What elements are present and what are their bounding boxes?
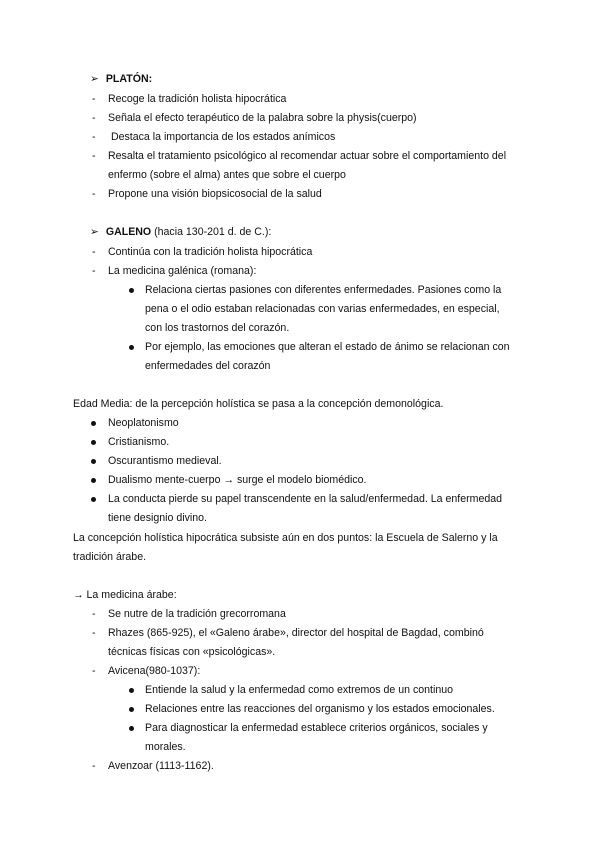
list-item: Avicena(980-1037): (108, 665, 201, 677)
sub-list-item-continuation: con los trastornos del corazón. (145, 322, 290, 334)
list-item-continuation: técnicas físicas con «psicológicas». (108, 646, 276, 658)
list-item: Cristianismo. (108, 436, 170, 448)
platon-heading-text: PLATÓN: (105, 73, 153, 85)
sub-list-item: Relaciones entre las reacciones del organismo y los estados emocionales. (145, 703, 495, 715)
round-bullet-icon (91, 459, 96, 464)
edad-media-closing: La concepción holística hipocrática subsiste aún en dos puntos: la Escuela de Salerno y la (73, 532, 498, 544)
list-item: Continúa con la tradición holista hipocrática (108, 246, 313, 258)
arrow-bullet-icon: ➢ (90, 73, 99, 85)
round-bullet-icon (91, 478, 96, 483)
sub-list-item-continuation: morales. (145, 741, 186, 753)
dash-bullet: - (92, 188, 96, 200)
list-item: Propone una visión biopsicosocial de la salud (108, 188, 322, 200)
round-bullet-icon (129, 345, 134, 350)
list-item: Destaca la importancia de los estados anímicos (108, 131, 336, 143)
galeno-heading (90, 225, 271, 239)
galeno-heading-text: GALENO (105, 226, 152, 238)
sub-list-item: Entiende la salud y la enfermedad como extremos de un continuo (145, 684, 453, 696)
arrow-bullet-icon: ➢ (90, 226, 99, 238)
dash-bullet: - (92, 112, 96, 124)
list-item: Se nutre de la tradición grecorromana (108, 608, 286, 620)
dash-bullet: - (92, 665, 96, 677)
platon-heading (90, 72, 152, 86)
list-item: Dualismo mente-cuerpo → surge el modelo biomédico. (108, 474, 367, 486)
sub-list-item-continuation: enfermedades del corazón (145, 360, 271, 372)
dash-bullet: - (92, 93, 96, 105)
list-item: La medicina galénica (romana): (108, 265, 257, 277)
edad-media-closing-continuation: tradición árabe. (73, 551, 147, 563)
list-item: Recoge la tradición holista hipocrática (108, 93, 287, 105)
dash-bullet: - (92, 131, 96, 143)
dash-bullet: - (92, 246, 96, 258)
edad-media-intro: Edad Media: de la percepción holística se pasa a la concepción demonológica. (73, 398, 444, 410)
round-bullet-icon (91, 421, 96, 426)
sub-list-item-continuation: pena o el odio estaban relacionadas con varias enfermedades, en especial, (145, 303, 500, 315)
sub-list-item: Para diagnosticar la enfermedad establece criterios orgánicos, sociales y (145, 722, 488, 734)
dash-bullet: - (92, 265, 96, 277)
round-bullet-icon (129, 726, 134, 731)
list-item: Rhazes (865-925), el «Galeno árabe», director del hospital de Bagdad, combinó (108, 627, 484, 639)
list-item: Señala el efecto terapéutico de la palabra sobre la physis(cuerpo) (108, 112, 417, 124)
sub-list-item: Relaciona ciertas pasiones con diferentes enfermedades. Pasiones como la (145, 284, 502, 296)
round-bullet-icon (129, 707, 134, 712)
dash-bullet: - (92, 760, 96, 772)
round-bullet-icon (129, 288, 134, 293)
sub-list-item: Por ejemplo, las emociones que alteran el estado de ánimo se relacionan con (145, 341, 510, 353)
galeno-dates: (hacia 130-201 d. de C.): (151, 226, 272, 238)
list-item: Neoplatonismo (108, 417, 179, 429)
list-item-continuation: enfermo (sobre el alma) antes que sobre el cuerpo (108, 169, 346, 181)
dash-bullet: - (92, 608, 96, 620)
list-item-continuation: tiene designio divino. (108, 512, 207, 524)
list-item: Oscurantismo medieval. (108, 455, 222, 467)
round-bullet-icon (91, 497, 96, 502)
round-bullet-icon (91, 440, 96, 445)
dash-bullet: - (92, 627, 96, 639)
list-item: Resalta el tratamiento psicológico al recomendar actuar sobre el comportamiento del (108, 150, 507, 162)
dash-bullet: - (92, 150, 96, 162)
list-item: Avenzoar (1113-1162). (108, 760, 214, 772)
list-item: La conducta pierde su papel transcendente en la salud/enfermedad. La enfermedad (108, 493, 503, 505)
round-bullet-icon (129, 688, 134, 693)
arabe-heading: → La medicina árabe: (73, 589, 177, 601)
